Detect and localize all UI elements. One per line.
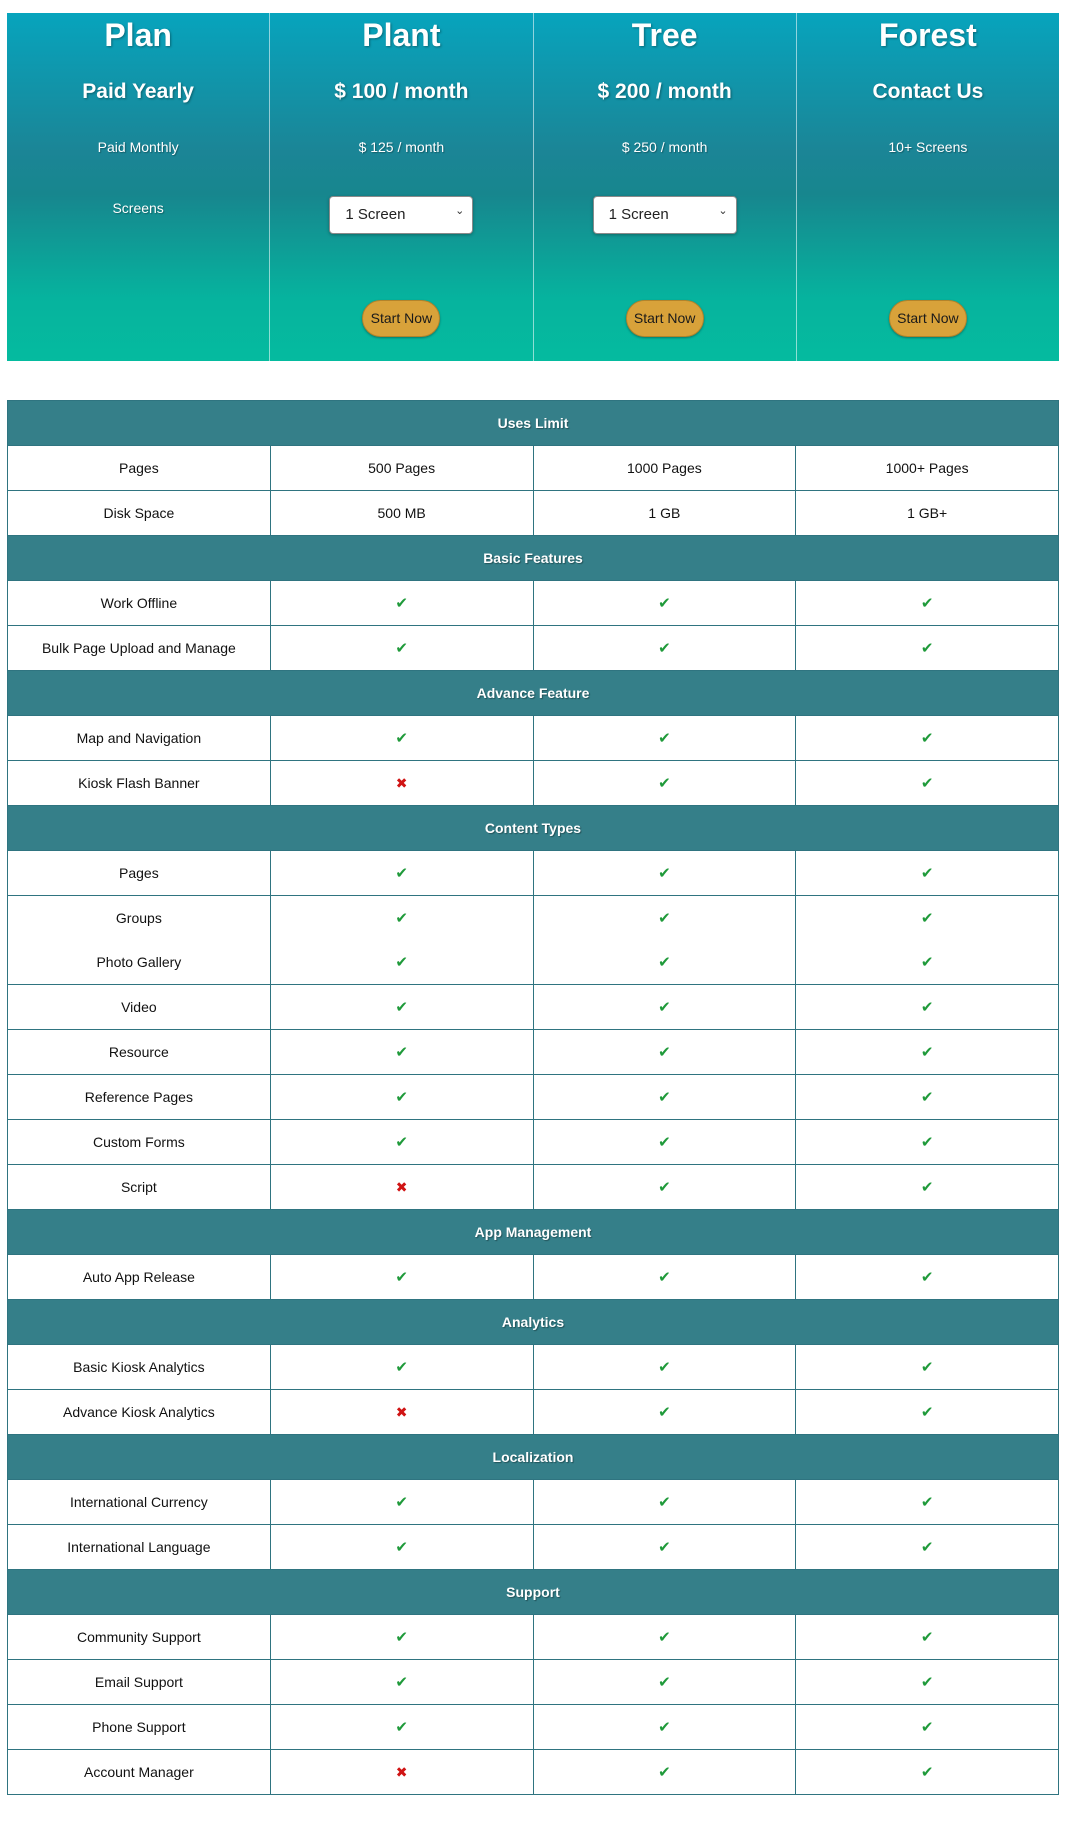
table-cell xyxy=(270,896,533,941)
table-cell xyxy=(796,1165,1059,1210)
plan-column xyxy=(7,13,270,361)
check-icon: ✔ xyxy=(920,775,934,792)
plan-subprice: $ 250 / month xyxy=(621,139,708,155)
section-header-row xyxy=(8,1300,1059,1345)
check-icon: ✔ xyxy=(920,730,934,747)
plan-column xyxy=(534,13,797,361)
feature-label: Video xyxy=(8,985,271,1030)
plan-name: Plant xyxy=(362,17,441,53)
check-icon: ✔ xyxy=(920,595,934,612)
check-icon: ✔ xyxy=(395,1539,408,1556)
check-icon: ✔ xyxy=(658,910,671,927)
check-icon: ✔ xyxy=(658,730,671,747)
table-cell: 1000+ Pages xyxy=(796,446,1059,491)
check-icon: ✔ xyxy=(920,954,934,971)
plan-subprice: $ 125 / month xyxy=(358,139,445,155)
table-row xyxy=(8,1030,1059,1075)
section-title: App Management xyxy=(8,1210,1059,1255)
plan-subprice: Paid Monthly xyxy=(97,139,179,155)
table-row xyxy=(8,1075,1059,1120)
table-cell xyxy=(270,626,533,671)
check-icon: ✔ xyxy=(395,1044,408,1061)
table-row xyxy=(8,1390,1059,1435)
feature-label: Work Offline xyxy=(8,581,271,626)
table-cell xyxy=(533,1705,796,1750)
plan-price: $ 200 / month xyxy=(597,80,732,103)
cross-icon: ✖ xyxy=(395,1763,408,1780)
check-icon: ✔ xyxy=(920,1629,934,1646)
feature-label: Phone Support xyxy=(8,1705,271,1750)
table-row xyxy=(8,491,1059,536)
plan-price: $ 100 / month xyxy=(334,80,469,103)
check-icon: ✔ xyxy=(658,1719,671,1736)
table-row xyxy=(8,896,1059,941)
cross-icon: ✖ xyxy=(395,1403,408,1420)
table-cell xyxy=(796,896,1059,941)
section-title: Analytics xyxy=(8,1300,1059,1345)
table-cell: 1 GB xyxy=(533,491,796,536)
feature-label: Reference Pages xyxy=(8,1075,271,1120)
table-row xyxy=(8,1705,1059,1750)
table-cell xyxy=(533,1660,796,1705)
table-row xyxy=(8,1615,1059,1660)
plan-subprice: 10+ Screens xyxy=(888,139,968,155)
table-cell xyxy=(533,1165,796,1210)
check-icon: ✔ xyxy=(658,1674,671,1691)
table-cell xyxy=(533,1345,796,1390)
table-cell xyxy=(796,940,1059,985)
check-icon: ✔ xyxy=(658,1134,671,1151)
section-title: Uses Limit xyxy=(8,401,1059,446)
feature-label: Resource xyxy=(8,1030,271,1075)
check-icon: ✔ xyxy=(395,999,408,1016)
table-cell xyxy=(796,1075,1059,1120)
table-cell xyxy=(270,1255,533,1300)
table-row xyxy=(8,1525,1059,1570)
table-cell xyxy=(270,581,533,626)
table-cell xyxy=(796,851,1059,896)
table-cell xyxy=(796,1525,1059,1570)
feature-label: Map and Navigation xyxy=(8,716,271,761)
table-row xyxy=(8,1480,1059,1525)
table-cell xyxy=(533,851,796,896)
table-cell xyxy=(533,985,796,1030)
feature-label: Advance Kiosk Analytics xyxy=(8,1390,271,1435)
table-cell xyxy=(533,940,796,985)
check-icon: ✔ xyxy=(920,910,934,927)
check-icon: ✔ xyxy=(658,1629,671,1646)
check-icon: ✔ xyxy=(395,1269,408,1286)
table-cell xyxy=(796,761,1059,806)
feature-label: Bulk Page Upload and Manage xyxy=(8,626,271,671)
feature-label: Community Support xyxy=(8,1615,271,1660)
check-icon: ✔ xyxy=(920,1269,934,1286)
check-icon: ✔ xyxy=(658,1269,671,1286)
section-title: Localization xyxy=(8,1435,1059,1480)
table-cell xyxy=(533,626,796,671)
plans-header xyxy=(7,13,1059,361)
plan-column xyxy=(797,13,1059,361)
plan-column xyxy=(270,13,533,361)
check-icon: ✔ xyxy=(395,595,408,612)
check-icon: ✔ xyxy=(395,910,408,927)
table-cell xyxy=(270,851,533,896)
table-row xyxy=(8,985,1059,1030)
table-cell xyxy=(270,761,533,806)
check-icon: ✔ xyxy=(658,1044,671,1061)
table-cell xyxy=(533,761,796,806)
check-icon: ✔ xyxy=(395,954,408,971)
feature-label: Photo Gallery xyxy=(8,940,271,985)
check-icon: ✔ xyxy=(658,1539,671,1556)
check-icon: ✔ xyxy=(920,640,934,657)
table-cell: 500 MB xyxy=(270,491,533,536)
table-cell: 1 GB+ xyxy=(796,491,1059,536)
check-icon: ✔ xyxy=(920,1359,934,1376)
table-row xyxy=(8,1345,1059,1390)
table-row xyxy=(8,1120,1059,1165)
check-icon: ✔ xyxy=(658,595,671,612)
table-cell xyxy=(270,940,533,985)
check-icon: ✔ xyxy=(658,865,671,882)
table-cell xyxy=(796,1030,1059,1075)
check-icon: ✔ xyxy=(395,1629,408,1646)
table-cell xyxy=(533,1750,796,1795)
cross-icon: ✖ xyxy=(395,774,408,791)
table-cell xyxy=(270,1615,533,1660)
check-icon: ✔ xyxy=(920,1674,934,1691)
plan-price: Paid Yearly xyxy=(82,80,194,103)
table-cell xyxy=(270,1345,533,1390)
check-icon: ✔ xyxy=(395,1359,408,1376)
check-icon: ✔ xyxy=(920,1404,934,1421)
check-icon: ✔ xyxy=(395,1134,408,1151)
check-icon: ✔ xyxy=(395,1089,408,1106)
plan-name: Forest xyxy=(878,17,977,53)
section-title: Advance Feature xyxy=(8,671,1059,716)
cross-icon: ✖ xyxy=(395,1178,408,1195)
check-icon: ✔ xyxy=(658,1359,671,1376)
check-icon: ✔ xyxy=(395,865,408,882)
check-icon: ✔ xyxy=(920,1089,934,1106)
chevron-down-icon: ⌄ xyxy=(718,205,728,217)
check-icon: ✔ xyxy=(395,1674,408,1691)
check-icon: ✔ xyxy=(658,640,671,657)
table-cell xyxy=(796,1750,1059,1795)
section-header-row xyxy=(8,1435,1059,1480)
table-row xyxy=(8,716,1059,761)
table-cell xyxy=(533,1480,796,1525)
table-cell xyxy=(796,1480,1059,1525)
table-cell xyxy=(533,1120,796,1165)
table-cell xyxy=(796,1390,1059,1435)
table-cell xyxy=(796,1345,1059,1390)
table-cell xyxy=(796,1255,1059,1300)
table-cell xyxy=(270,1705,533,1750)
check-icon: ✔ xyxy=(658,999,671,1016)
table-cell xyxy=(533,1525,796,1570)
feature-label: Account Manager xyxy=(8,1750,271,1795)
check-icon: ✔ xyxy=(920,1719,934,1736)
table-cell xyxy=(533,1390,796,1435)
check-icon: ✔ xyxy=(920,1764,934,1781)
start-now-button[interactable]: Start Now xyxy=(362,300,440,337)
table-cell xyxy=(270,1030,533,1075)
check-icon: ✔ xyxy=(920,1539,934,1556)
table-row xyxy=(8,851,1059,896)
table-cell xyxy=(533,1075,796,1120)
table-cell xyxy=(270,985,533,1030)
feature-label: Pages xyxy=(8,446,271,491)
check-icon: ✔ xyxy=(658,775,671,792)
check-icon: ✔ xyxy=(658,1494,671,1511)
section-header-row xyxy=(8,536,1059,581)
check-icon: ✔ xyxy=(658,1179,671,1196)
check-icon: ✔ xyxy=(920,865,934,882)
feature-label: Kiosk Flash Banner xyxy=(8,761,271,806)
screens-select[interactable] xyxy=(329,196,473,234)
check-icon: ✔ xyxy=(395,730,408,747)
section-header-row xyxy=(8,806,1059,851)
table-cell xyxy=(270,1120,533,1165)
feature-label: International Language xyxy=(8,1525,271,1570)
table-cell xyxy=(270,1390,533,1435)
check-icon: ✔ xyxy=(395,1719,408,1736)
feature-label: International Currency xyxy=(8,1480,271,1525)
section-title: Basic Features xyxy=(8,536,1059,581)
table-cell xyxy=(533,1030,796,1075)
plan-name: Plan xyxy=(104,17,172,53)
feature-label: Custom Forms xyxy=(8,1120,271,1165)
feature-label: Basic Kiosk Analytics xyxy=(8,1345,271,1390)
table-row xyxy=(8,940,1059,985)
plan-price: Contact Us xyxy=(872,80,984,103)
plan-name: Tree xyxy=(631,17,698,53)
table-cell xyxy=(533,1255,796,1300)
table-row xyxy=(8,761,1059,806)
table-cell xyxy=(796,581,1059,626)
table-cell xyxy=(270,1525,533,1570)
table-cell xyxy=(533,896,796,941)
screens-label: Screens xyxy=(112,200,164,216)
check-icon: ✔ xyxy=(920,1134,934,1151)
table-cell xyxy=(796,1120,1059,1165)
table-row xyxy=(8,581,1059,626)
table-cell: 1000 Pages xyxy=(533,446,796,491)
table-cell xyxy=(796,1660,1059,1705)
table-row xyxy=(8,446,1059,491)
screens-select-value: 1 Screen xyxy=(608,206,669,223)
feature-label: Script xyxy=(8,1165,271,1210)
check-icon: ✔ xyxy=(395,1494,408,1511)
table-cell xyxy=(796,985,1059,1030)
section-header-row xyxy=(8,1210,1059,1255)
table-cell xyxy=(533,581,796,626)
check-icon: ✔ xyxy=(920,1494,934,1511)
section-header-row xyxy=(8,1570,1059,1615)
check-icon: ✔ xyxy=(658,954,671,971)
table-row xyxy=(8,1660,1059,1705)
table-cell xyxy=(270,1480,533,1525)
feature-label: Groups xyxy=(8,896,271,941)
section-header-row xyxy=(8,671,1059,716)
table-cell xyxy=(270,716,533,761)
section-header-row xyxy=(8,401,1059,446)
start-now-button[interactable]: Start Now xyxy=(626,300,704,337)
check-icon: ✔ xyxy=(920,1179,934,1196)
section-title: Support xyxy=(8,1570,1059,1615)
table-cell xyxy=(270,1660,533,1705)
comparison-table xyxy=(7,400,1059,1795)
table-row xyxy=(8,1750,1059,1795)
table-cell xyxy=(533,1615,796,1660)
table-cell xyxy=(270,1165,533,1210)
table-cell xyxy=(796,626,1059,671)
section-title: Content Types xyxy=(8,806,1059,851)
table-row xyxy=(8,626,1059,671)
feature-label: Auto App Release xyxy=(8,1255,271,1300)
table-cell xyxy=(270,1750,533,1795)
feature-label: Pages xyxy=(8,851,271,896)
feature-label: Disk Space xyxy=(8,491,271,536)
table-row xyxy=(8,1165,1059,1210)
table-cell xyxy=(796,1705,1059,1750)
screens-select[interactable] xyxy=(593,196,737,234)
table-row xyxy=(8,1255,1059,1300)
table-cell xyxy=(796,1615,1059,1660)
check-icon: ✔ xyxy=(658,1089,671,1106)
table-cell xyxy=(533,716,796,761)
check-icon: ✔ xyxy=(658,1404,671,1421)
start-now-button[interactable]: Start Now xyxy=(889,300,967,337)
table-cell xyxy=(270,1075,533,1120)
screens-select-value: 1 Screen xyxy=(345,206,406,223)
check-icon: ✔ xyxy=(395,640,408,657)
table-cell: 500 Pages xyxy=(270,446,533,491)
table-cell xyxy=(796,716,1059,761)
check-icon: ✔ xyxy=(920,999,934,1016)
chevron-down-icon: ⌄ xyxy=(455,205,465,217)
check-icon: ✔ xyxy=(658,1764,671,1781)
check-icon: ✔ xyxy=(920,1044,934,1061)
feature-label: Email Support xyxy=(8,1660,271,1705)
